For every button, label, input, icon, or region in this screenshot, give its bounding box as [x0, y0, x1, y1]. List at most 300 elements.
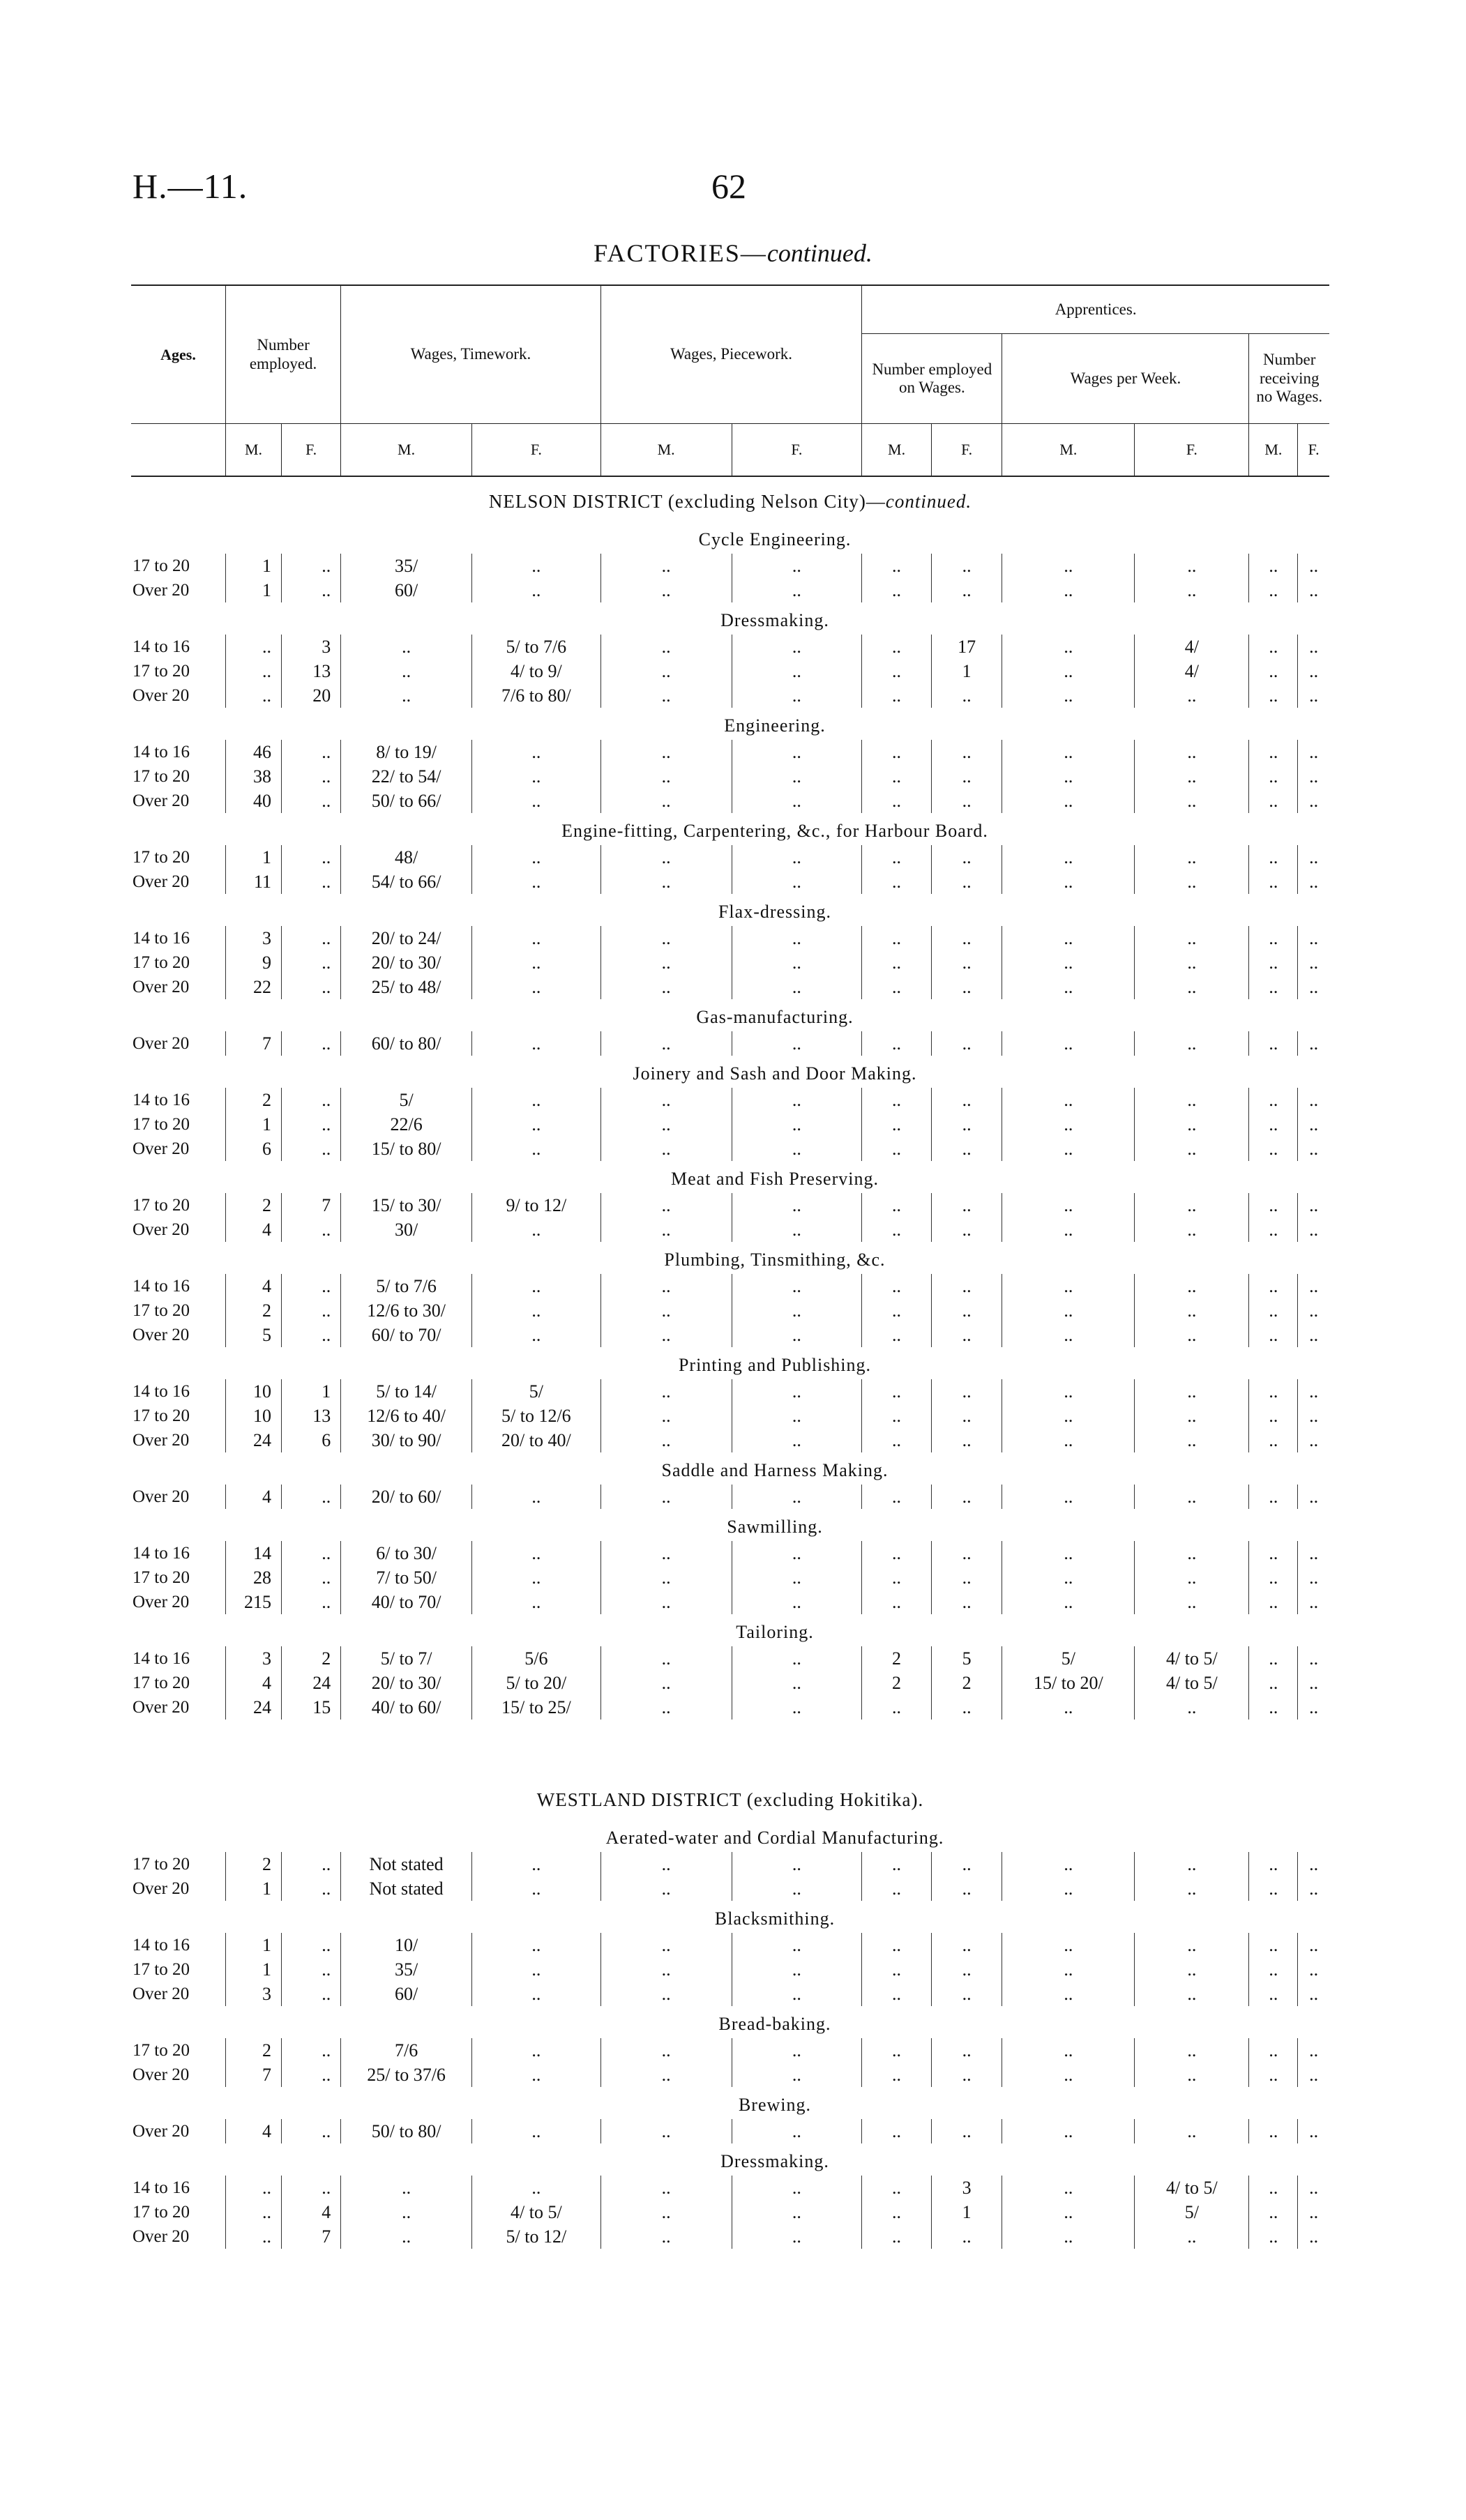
- value-cell: ..: [1298, 950, 1329, 975]
- age-cell: 17 to 20: [133, 848, 190, 867]
- value-cell: ..: [1002, 659, 1135, 683]
- value-cell: ..: [1249, 1695, 1298, 1720]
- value-cell: ..: [1135, 2224, 1249, 2249]
- section-title: Tailoring.: [736, 1622, 814, 1642]
- value-cell: ..: [1249, 683, 1298, 708]
- table-row: [131, 1404, 1329, 1428]
- age-cell: Over 20: [133, 1593, 190, 1611]
- value-cell: ..: [862, 1031, 932, 1056]
- value-cell: ..: [931, 1379, 1002, 1404]
- value-cell: ..: [1298, 1217, 1329, 1242]
- value-cell: ..: [471, 764, 600, 789]
- value-cell: ..: [1249, 1193, 1298, 1217]
- age-cell: Over 20: [133, 1139, 190, 1158]
- value-cell: ..: [862, 554, 932, 578]
- value-cell: ..: [1135, 1565, 1249, 1590]
- value-cell: 1: [225, 1933, 281, 1957]
- value-cell: ..: [471, 845, 600, 870]
- section-title: Bread-baking.: [718, 2014, 831, 2034]
- value-cell: ..: [1249, 1590, 1298, 1614]
- table-row: [131, 1088, 1329, 1112]
- value-cell: ..: [471, 2038, 600, 2063]
- value-cell: ..: [732, 1565, 862, 1590]
- value-cell: ..: [931, 1298, 1002, 1323]
- value-cell: ..: [1298, 1876, 1329, 1901]
- value-cell: 1: [225, 845, 281, 870]
- value-cell: ..: [600, 1137, 732, 1161]
- value-cell: ..: [1002, 1323, 1135, 1347]
- value-cell: ..: [282, 1957, 341, 1982]
- value-cell: ..: [1135, 2119, 1249, 2143]
- value-cell: ..: [600, 870, 732, 894]
- value-cell: 2: [225, 1088, 281, 1112]
- value-cell: ..: [1002, 1404, 1135, 1428]
- value-cell: ..: [600, 2119, 732, 2143]
- value-cell: ..: [1135, 1852, 1249, 1876]
- value-cell: 5/: [341, 1088, 472, 1112]
- value-cell: ..: [1249, 1933, 1298, 1957]
- value-cell: ..: [862, 635, 932, 659]
- district-heading: [131, 476, 1329, 526]
- value-cell: 1: [225, 1876, 281, 1901]
- value-cell: ..: [931, 926, 1002, 950]
- header-wages-timework: Wages, Timework.: [341, 285, 601, 424]
- value-cell: 2: [225, 1298, 281, 1323]
- table-row: [131, 2119, 1329, 2143]
- age-cell: Over 20: [133, 1326, 190, 1344]
- value-cell: 4: [225, 1274, 281, 1298]
- value-cell: ..: [862, 1957, 932, 1982]
- value-cell: ..: [1298, 870, 1329, 894]
- section-row: [131, 1242, 1329, 1274]
- value-cell: ..: [862, 1137, 932, 1161]
- value-cell: ..: [1249, 659, 1298, 683]
- value-cell: ..: [931, 789, 1002, 813]
- section-title: Brewing.: [738, 2095, 812, 2115]
- value-cell: 4/ to 5/: [471, 2200, 600, 2224]
- value-cell: ..: [471, 975, 600, 999]
- age-cell: Over 20: [133, 1034, 190, 1053]
- value-cell: ..: [282, 1031, 341, 1056]
- value-cell: ..: [931, 764, 1002, 789]
- value-cell: 5/ to 7/6: [471, 635, 600, 659]
- section-row: [131, 813, 1329, 845]
- value-cell: 24: [282, 1671, 341, 1695]
- value-cell: ..: [600, 1217, 732, 1242]
- value-cell: ..: [282, 554, 341, 578]
- value-cell: ..: [225, 635, 281, 659]
- value-cell: ..: [600, 2200, 732, 2224]
- value-cell: ..: [1249, 1565, 1298, 1590]
- value-cell: ..: [732, 845, 862, 870]
- value-cell: ..: [600, 1193, 732, 1217]
- value-cell: ..: [1249, 1112, 1298, 1137]
- value-cell: ..: [931, 2224, 1002, 2249]
- value-cell: ..: [862, 975, 932, 999]
- value-cell: ..: [600, 845, 732, 870]
- value-cell: 5/: [471, 1379, 600, 1404]
- value-cell: ..: [1002, 1428, 1135, 1452]
- section-title: Flax-dressing.: [718, 902, 832, 922]
- page-title-main: FACTORIES—: [594, 239, 767, 267]
- value-cell: 24: [225, 1695, 281, 1720]
- value-cell: ..: [471, 1957, 600, 1982]
- age-cell: Over 20: [133, 581, 190, 600]
- value-cell: 12/6 to 40/: [341, 1404, 472, 1428]
- value-cell: ..: [600, 1590, 732, 1614]
- value-cell: ..: [732, 1323, 862, 1347]
- value-cell: 35/: [341, 554, 472, 578]
- table-row: [131, 1379, 1329, 1404]
- section-title: Saddle and Harness Making.: [661, 1460, 889, 1480]
- value-cell: ..: [931, 1565, 1002, 1590]
- value-cell: ..: [732, 950, 862, 975]
- value-cell: ..: [931, 683, 1002, 708]
- value-cell: ..: [732, 764, 862, 789]
- value-cell: ..: [600, 659, 732, 683]
- section-row: [131, 894, 1329, 926]
- value-cell: ..: [732, 1217, 862, 1242]
- value-cell: ..: [1249, 578, 1298, 602]
- value-cell: ..: [1002, 1982, 1135, 2006]
- value-cell: ..: [931, 1137, 1002, 1161]
- value-cell: ..: [1298, 1590, 1329, 1614]
- value-cell: 5/ to 14/: [341, 1379, 472, 1404]
- value-cell: ..: [931, 1982, 1002, 2006]
- value-cell: 11: [225, 870, 281, 894]
- value-cell: 20/ to 30/: [341, 950, 472, 975]
- value-cell: ..: [931, 950, 1002, 975]
- section-title: Meat and Fish Preserving.: [671, 1169, 879, 1189]
- page-number: 62: [711, 167, 746, 206]
- section-row: [131, 2143, 1329, 2176]
- value-cell: ..: [282, 2038, 341, 2063]
- value-cell: ..: [1002, 789, 1135, 813]
- section-row: [131, 708, 1329, 740]
- value-cell: 4/ to 5/: [1135, 1646, 1249, 1671]
- value-cell: ..: [732, 789, 862, 813]
- age-cell: Over 20: [133, 2227, 190, 2246]
- value-cell: ..: [1298, 2063, 1329, 2087]
- value-cell: ..: [341, 659, 472, 683]
- value-cell: ..: [1002, 1485, 1135, 1509]
- value-cell: ..: [600, 554, 732, 578]
- value-cell: ..: [225, 2176, 281, 2200]
- value-cell: ..: [1249, 635, 1298, 659]
- value-cell: ..: [862, 1193, 932, 1217]
- value-cell: ..: [931, 2063, 1002, 2087]
- value-cell: ..: [1002, 578, 1135, 602]
- age-cell: Over 20: [133, 1984, 190, 2003]
- value-cell: ..: [931, 2038, 1002, 2063]
- section-row: [131, 526, 1329, 554]
- value-cell: ..: [1135, 1485, 1249, 1509]
- value-cell: ..: [1135, 870, 1249, 894]
- value-cell: 2: [862, 1646, 932, 1671]
- age-cell: Over 20: [133, 1487, 190, 1506]
- value-cell: ..: [1002, 950, 1135, 975]
- age-cell: 17 to 20: [133, 1115, 190, 1134]
- value-cell: 3: [931, 2176, 1002, 2200]
- header-f: F.: [1298, 424, 1329, 477]
- table-row: [131, 1193, 1329, 1217]
- age-cell: 17 to 20: [133, 2203, 190, 2222]
- value-cell: ..: [1249, 1957, 1298, 1982]
- value-cell: 1: [225, 554, 281, 578]
- header-ages-blank: [131, 424, 225, 477]
- value-cell: ..: [1249, 764, 1298, 789]
- value-cell: ..: [1249, 1274, 1298, 1298]
- value-cell: 1: [225, 1112, 281, 1137]
- value-cell: ..: [1249, 1323, 1298, 1347]
- value-cell: ..: [1002, 1933, 1135, 1957]
- section-title: Plumbing, Tinsmithing, &c.: [664, 1250, 886, 1270]
- value-cell: ..: [732, 1695, 862, 1720]
- table-row: [131, 1137, 1329, 1161]
- value-cell: ..: [1249, 1298, 1298, 1323]
- age-cell: Over 20: [133, 872, 190, 891]
- value-cell: ..: [1249, 950, 1298, 975]
- value-cell: 12/6 to 30/: [341, 1298, 472, 1323]
- value-cell: ..: [1002, 1137, 1135, 1161]
- value-cell: ..: [471, 789, 600, 813]
- value-cell: ..: [862, 1695, 932, 1720]
- value-cell: ..: [862, 1565, 932, 1590]
- value-cell: ..: [732, 659, 862, 683]
- value-cell: ..: [862, 659, 932, 683]
- header-apprentices: Apprentices.: [862, 285, 1329, 334]
- value-cell: ..: [1002, 1379, 1135, 1404]
- value-cell: ..: [600, 1112, 732, 1137]
- value-cell: ..: [931, 1933, 1002, 1957]
- value-cell: ..: [1249, 2200, 1298, 2224]
- value-cell: ..: [471, 1485, 600, 1509]
- age-cell: Over 20: [133, 978, 190, 996]
- header-appr-number-employed: Number employed on Wages.: [862, 334, 1002, 424]
- value-cell: ..: [1135, 1137, 1249, 1161]
- section-title: Joinery and Sash and Door Making.: [633, 1063, 917, 1084]
- value-cell: ..: [1249, 1982, 1298, 2006]
- value-cell: ..: [1002, 1112, 1135, 1137]
- value-cell: ..: [1298, 740, 1329, 764]
- value-cell: ..: [931, 975, 1002, 999]
- value-cell: ..: [1298, 2176, 1329, 2200]
- section-row: [131, 999, 1329, 1031]
- table-row: [131, 1541, 1329, 1565]
- value-cell: ..: [282, 926, 341, 950]
- value-cell: ..: [862, 1088, 932, 1112]
- value-cell: 15/ to 80/: [341, 1137, 472, 1161]
- value-cell: 2: [225, 1193, 281, 1217]
- value-cell: ..: [600, 926, 732, 950]
- age-cell: 17 to 20: [133, 2041, 190, 2060]
- value-cell: 3: [225, 1646, 281, 1671]
- value-cell: ..: [282, 1485, 341, 1509]
- table-body: [131, 476, 1329, 2249]
- value-cell: 4/ to 5/: [1135, 2176, 1249, 2200]
- header-appr-wages-week: Wages per Week.: [1002, 334, 1249, 424]
- age-cell: 14 to 16: [133, 1936, 190, 1954]
- value-cell: ..: [471, 578, 600, 602]
- value-cell: ..: [1249, 1428, 1298, 1452]
- value-cell: ..: [1298, 1982, 1329, 2006]
- table-row: [131, 554, 1329, 578]
- value-cell: ..: [1002, 845, 1135, 870]
- value-cell: ..: [862, 1933, 932, 1957]
- value-cell: ..: [1002, 2038, 1135, 2063]
- table-row: [131, 1671, 1329, 1695]
- value-cell: ..: [1135, 2063, 1249, 2087]
- value-cell: ..: [282, 1876, 341, 1901]
- section-title: Gas-manufacturing.: [696, 1007, 854, 1027]
- value-cell: ..: [1135, 1404, 1249, 1428]
- table-row: [131, 635, 1329, 659]
- section-title: Cycle Engineering.: [698, 529, 852, 549]
- table-row: [131, 2176, 1329, 2200]
- section-row: [131, 2006, 1329, 2038]
- value-cell: ..: [1135, 1031, 1249, 1056]
- value-cell: ..: [732, 1933, 862, 1957]
- value-cell: ..: [1135, 1695, 1249, 1720]
- header-m: M.: [341, 424, 472, 477]
- value-cell: 15/ to 20/: [1002, 1671, 1135, 1695]
- value-cell: ..: [1298, 1031, 1329, 1056]
- value-cell: ..: [1135, 1428, 1249, 1452]
- value-cell: 3: [282, 635, 341, 659]
- value-cell: ..: [931, 1323, 1002, 1347]
- value-cell: ..: [1002, 1695, 1135, 1720]
- age-cell: 17 to 20: [133, 1673, 190, 1692]
- value-cell: ..: [1135, 1112, 1249, 1137]
- value-cell: ..: [1002, 1876, 1135, 1901]
- value-cell: ..: [732, 1088, 862, 1112]
- value-cell: ..: [862, 1428, 932, 1452]
- value-cell: ..: [600, 975, 732, 999]
- value-cell: ..: [1249, 926, 1298, 950]
- value-cell: ..: [732, 1957, 862, 1982]
- value-cell: ..: [862, 1298, 932, 1323]
- value-cell: ..: [732, 975, 862, 999]
- value-cell: ..: [282, 975, 341, 999]
- value-cell: ..: [600, 2176, 732, 2200]
- age-cell: Over 20: [133, 1698, 190, 1717]
- value-cell: ..: [1135, 1876, 1249, 1901]
- value-cell: ..: [225, 2200, 281, 2224]
- table-row: [131, 1590, 1329, 1614]
- value-cell: 20/ to 30/: [341, 1671, 472, 1695]
- table-row: [131, 1933, 1329, 1957]
- age-cell: Over 20: [133, 1431, 190, 1450]
- value-cell: ..: [931, 1852, 1002, 1876]
- section-row: [131, 1614, 1329, 1646]
- value-cell: ..: [1002, 2063, 1135, 2087]
- value-cell: 5/ to 12/6: [471, 1404, 600, 1428]
- value-cell: ..: [931, 870, 1002, 894]
- section-title: Engine-fitting, Carpentering, &c., for Harbour Board.: [561, 821, 988, 841]
- value-cell: ..: [600, 1031, 732, 1056]
- value-cell: ..: [471, 1088, 600, 1112]
- value-cell: ..: [600, 1428, 732, 1452]
- value-cell: ..: [732, 2224, 862, 2249]
- table-row: [131, 578, 1329, 602]
- table-row: [131, 764, 1329, 789]
- value-cell: 2: [862, 1671, 932, 1695]
- value-cell: ..: [1298, 1193, 1329, 1217]
- value-cell: ..: [471, 1852, 600, 1876]
- value-cell: ..: [282, 740, 341, 764]
- value-cell: ..: [600, 1298, 732, 1323]
- value-cell: ..: [1298, 1671, 1329, 1695]
- value-cell: ..: [732, 1031, 862, 1056]
- age-cell: Over 20: [133, 2065, 190, 2084]
- value-cell: ..: [1135, 1193, 1249, 1217]
- value-cell: ..: [931, 1217, 1002, 1242]
- value-cell: ..: [1002, 975, 1135, 999]
- value-cell: ..: [862, 1541, 932, 1565]
- value-cell: ..: [600, 1876, 732, 1901]
- value-cell: 22/6: [341, 1112, 472, 1137]
- age-cell: 17 to 20: [133, 1960, 190, 1979]
- value-cell: 2: [225, 1852, 281, 1876]
- district-row: [131, 1775, 1329, 1824]
- value-cell: ..: [931, 845, 1002, 870]
- table-row: [131, 1323, 1329, 1347]
- age-cell: Over 20: [133, 2122, 190, 2141]
- value-cell: ..: [862, 1485, 932, 1509]
- value-cell: ..: [732, 1428, 862, 1452]
- value-cell: ..: [282, 789, 341, 813]
- factories-table: [131, 284, 1329, 2249]
- value-cell: ..: [862, 1590, 932, 1614]
- table-row: [131, 975, 1329, 999]
- value-cell: ..: [732, 1112, 862, 1137]
- table-row: [131, 1695, 1329, 1720]
- value-cell: ..: [1298, 2224, 1329, 2249]
- value-cell: 3: [225, 1982, 281, 2006]
- value-cell: ..: [600, 1565, 732, 1590]
- value-cell: ..: [732, 578, 862, 602]
- section-row: [131, 1347, 1329, 1379]
- value-cell: ..: [600, 1323, 732, 1347]
- value-cell: ..: [931, 1112, 1002, 1137]
- value-cell: ..: [600, 1404, 732, 1428]
- value-cell: 10: [225, 1404, 281, 1428]
- value-cell: ..: [282, 950, 341, 975]
- value-cell: ..: [1298, 975, 1329, 999]
- value-cell: ..: [1135, 683, 1249, 708]
- value-cell: ..: [471, 740, 600, 764]
- value-cell: ..: [1298, 1274, 1329, 1298]
- value-cell: 5/6: [471, 1646, 600, 1671]
- value-cell: ..: [1298, 1298, 1329, 1323]
- value-cell: 35/: [341, 1957, 472, 1982]
- value-cell: ..: [732, 1404, 862, 1428]
- section-title: Blacksmithing.: [714, 1908, 836, 1929]
- value-cell: ..: [282, 1137, 341, 1161]
- value-cell: ..: [1002, 1590, 1135, 1614]
- value-cell: ..: [1298, 789, 1329, 813]
- value-cell: 22/ to 54/: [341, 764, 472, 789]
- value-cell: 5/: [1135, 2200, 1249, 2224]
- value-cell: ..: [282, 1323, 341, 1347]
- value-cell: ..: [1249, 789, 1298, 813]
- value-cell: ..: [600, 764, 732, 789]
- table-row: [131, 1565, 1329, 1590]
- table-row: [131, 2063, 1329, 2087]
- value-cell: ..: [1135, 764, 1249, 789]
- value-cell: ..: [1002, 870, 1135, 894]
- value-cell: ..: [471, 950, 600, 975]
